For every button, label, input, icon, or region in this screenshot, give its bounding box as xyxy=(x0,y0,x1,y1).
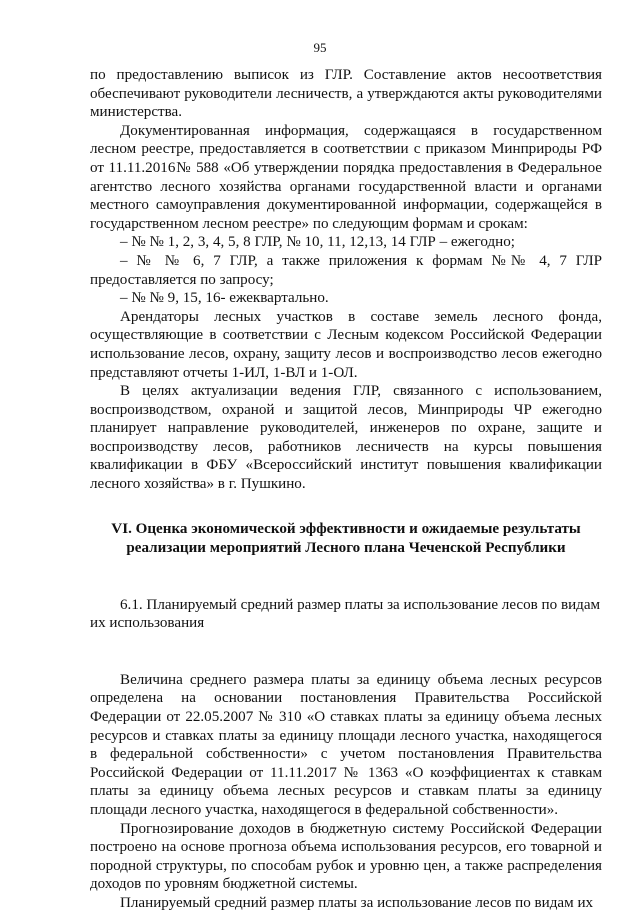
paragraph-revenue-forecast: Прогнозирование доходов в бюджетную систему Российской Федерации построено на основе прогноза объема использования ресурсов, его товарной и породной структуры, по способам рубок и уровню цен, а также распределения доходов по уровням бюджетной системы. xyxy=(90,820,602,893)
list-item: – № № 6, 7 ГЛР, а также приложения к формам №№ 4, 7 ГЛР предоставляется по запросу; xyxy=(90,252,602,288)
paragraph-training: В целях актуализации ведения ГЛР, связанного с использованием, воспроизводством, охраной и защитой лесов, Минприроды ЧР ежегодно планирует направление руководителей, инженеров по охране, защите и воспроизводству лесов, работников лесничеств на курсы повышения квалификации в ФБУ «Всероссийский институт повышения квалификации лесного хозяйства» в г. Пушкино. xyxy=(90,383,602,493)
page-number: 95 xyxy=(313,40,327,55)
paragraph-tenants: Арендаторы лесных участков в составе земель лесного фонда, осуществляющие в соответствии с Лесным кодексом Российской Федерации использование лесов, охрану, защиту лесов и воспроизводство лесов ежегодно представляют отчеты 1-ИЛ, 1-ВЛ и 1-ОЛ. xyxy=(90,308,602,381)
paragraph-planned-fee: Планируемый средний размер платы за использование лесов по видам их xyxy=(120,894,594,911)
paragraph-continuation: по предоставлению выписок из ГЛР. Составление актов несоответствия обеспечивают руководители лесничеств, а утверждаются акты руководителями министерства. xyxy=(90,67,602,121)
section-heading: VI. Оценка экономической эффективности и ожидаемые результаты реализации мероприятий Лесного плана Чеченской Республики xyxy=(111,520,581,556)
paragraph-fee-basis: Величина среднего размера платы за единицу объема лесных ресурсов определена на основании постановления Правительства Российской Федерации от 22.05.2007 № 310 «О ставках платы за единицу объема лесных ресурсов и ставках платы за единицу площади лесного участка, находящегося в федеральной собственности» с учетом постановления Правительства Российской Федерации от 11.11.2017 № 1363 «О коэффициентах к ставкам платы за единицу объема лесных ресурсов и ставкам платы за единицу площади лесного участка, находящегося в федеральной собственности». xyxy=(90,671,602,818)
list-item: – № № 1, 2, 3, 4, 5, 8 ГЛР, № 10, 11, 12,13, 14 ГЛР – ежегодно; xyxy=(120,234,515,251)
subsection-heading: 6.1. Планируемый средний размер платы за использование лесов по видам их использования xyxy=(90,596,601,632)
page-content xyxy=(90,66,602,913)
paragraph-documented-info: Документированная информация, содержащаяся в государственном лесном реестре, предоставляется в соответствии с приказом Минприроды РФ от 11.11.2016№ 588 «Об утверждении порядка предоставления в Федеральное агентство лесного хозяйства органами государственной власти и органами местного самоуправления документированной информации, содержащейся в государственном лесном реестре» по следующим формам и срокам: xyxy=(90,122,602,232)
list-item: – № № 9, 15, 16- ежеквартально. xyxy=(120,290,329,307)
